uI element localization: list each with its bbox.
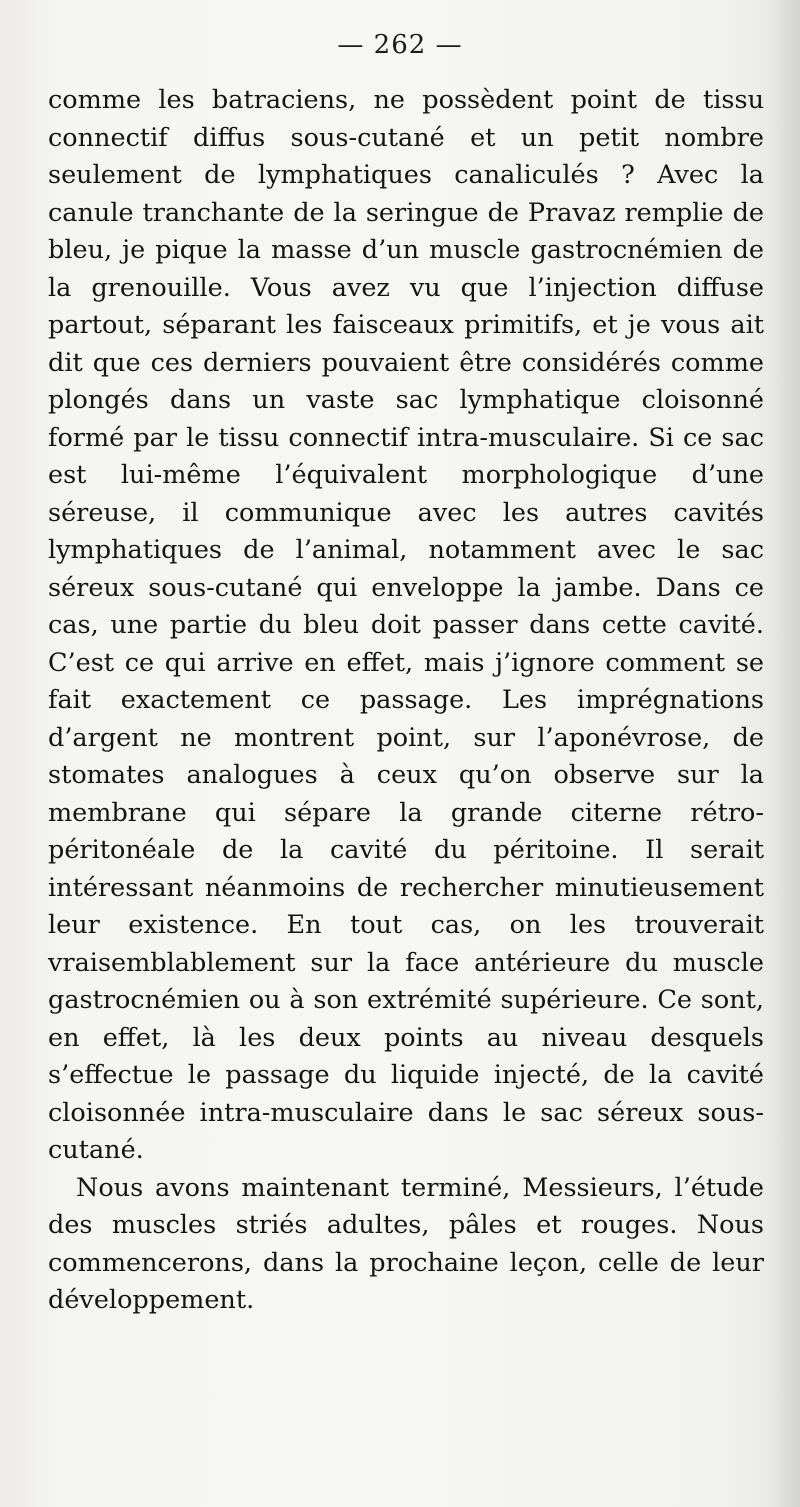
page-edge-shadow <box>772 0 800 1507</box>
paragraph-1: comme les batraciens, ne possèdent point de tissu connectif diffus sous-cutané et un petit nombre seulement de lymphatiques canaliculés ? Avec la canule tranchante de la seringue de Pravaz remplie de bleu, je pique la masse d’un muscle gastrocnémien de la grenouille. Vous avez vu que l’injection diffuse partout, séparant les faisceaux primitifs, et je vous ait dit que ces derniers pouvaient être considérés comme plongés dans un vaste sac lymphatique cloisonné formé par le tissu connectif intra-musculaire. Si ce sac est lui-même l’équivalent morphologique d’une séreuse, il communique avec les autres cavités lymphatiques de l’animal, notamment avec le sac séreux sous-cutané qui enveloppe la jambe. Dans ce cas, une partie du bleu doit passer dans cette cavité. C’est ce qui arrive en effet, mais j’ignore comment se fait exactement ce passage. Les imprégnations d’argent ne montrent point, sur l’aponévrose, de stomates analogues à ceux qu’on observe sur la membrane qui sépare la grande citerne rétro-péritonéale de la cavité du péritoine. Il serait intéressant néanmoins de rechercher minutieusement leur existence. En tout cas, on les trouverait vraisemblablement sur la face antérieure du muscle gastrocnémien ou à son extrémité supérieure. Ce sont, en effet, là les deux points au niveau desquels s’effectue le passage du liquide injecté, de la cavité cloisonnée intra-musculaire dans le sac séreux sous-cutané. <box>48 85 764 1165</box>
paragraph-2: Nous avons maintenant terminé, Messieurs, l’étude des muscles striés adultes, pâles et rouges. Nous commencerons, dans la prochaine leçon, celle de leur développement. <box>48 1172 764 1315</box>
body-text <box>48 82 764 1320</box>
page-number: — 262 — <box>337 30 463 60</box>
